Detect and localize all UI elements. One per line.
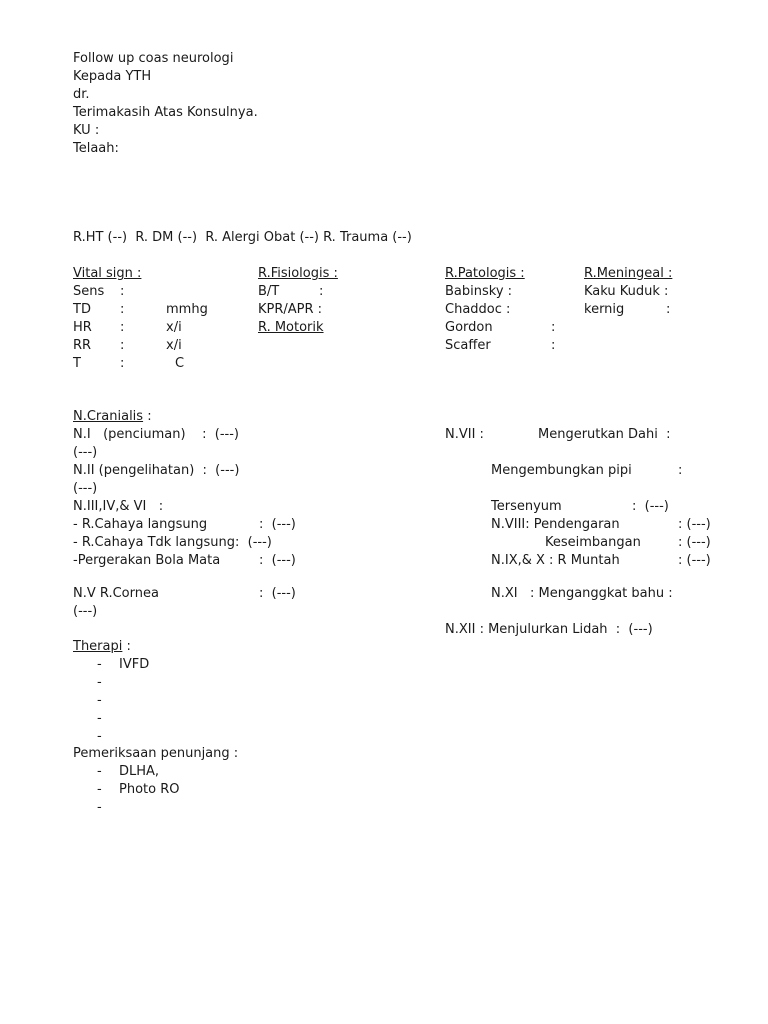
n1-line: N.I (penciuman) : (---) [73, 427, 239, 442]
n7-label: N.VII : [445, 427, 484, 442]
patologis-heading: R.Patologis : [445, 266, 525, 281]
kernig-colon: : [666, 302, 671, 317]
cahaya-langsung-label: - R.Cahaya langsung [73, 517, 208, 532]
vital-unit: C [175, 356, 185, 371]
vital-sign-heading: Vital sign : [73, 266, 142, 281]
list-item: DLHA, [119, 764, 160, 779]
vital-colon: : [120, 320, 125, 335]
penunjang-heading: Pemeriksaan penunjang : [73, 746, 239, 761]
n5-value: : (---) [259, 586, 296, 601]
vital-unit: mmhg [166, 302, 208, 317]
cahaya-langsung-value: : (---) [259, 517, 296, 532]
list-bullet: - [97, 657, 102, 672]
senyum-label: Tersenyum [491, 499, 562, 514]
bola-mata-value: : (---) [259, 553, 296, 568]
pipi-colon: : [678, 463, 683, 478]
keseimbangan-value: : (---) [678, 535, 711, 550]
cranialis-heading-text: N.Cranialis [73, 409, 144, 424]
vital-label: HR [73, 320, 92, 335]
vital-label: Sens [73, 284, 105, 299]
therapy-heading [73, 638, 131, 656]
bt-label: B/T [258, 284, 280, 299]
cahaya-tdk-line: - R.Cahaya Tdk langsung: (---) [73, 535, 272, 550]
vital-unit: x/i [166, 320, 182, 335]
dahi-line: Mengerutkan Dahi : [538, 427, 671, 442]
vital-label: RR [73, 338, 92, 353]
vital-colon: : [120, 356, 125, 371]
list-bullet: - [97, 800, 102, 815]
list-item: IVFD [119, 657, 150, 672]
vital-colon: : [120, 284, 125, 299]
scaffer-label: Scaffer [445, 338, 491, 353]
n12-line: N.XII : Menjulurkan Lidah : (---) [445, 622, 653, 637]
recipient-line: Kepada YTH [73, 69, 152, 84]
scaffer-colon: : [551, 338, 556, 353]
keseimbangan-label: Keseimbangan [545, 535, 641, 550]
bt-colon: : [319, 284, 324, 299]
pipi-label: Mengembungkan pipi [491, 463, 632, 478]
n5-label: N.V R.Cornea [73, 586, 159, 601]
vital-unit: x/i [166, 338, 182, 353]
list-bullet: - [97, 711, 102, 726]
kaku-kuduk-label: Kaku Kuduk : [584, 284, 669, 299]
n8-value: : (---) [678, 517, 711, 532]
list-bullet: - [97, 729, 102, 744]
vital-colon: : [120, 302, 125, 317]
n11-line: N.XI : Menganggkat bahu : [491, 586, 673, 601]
n8-label: N.VIII: Pendengaran [491, 517, 620, 532]
meningeal-heading: R.Meningeal : [584, 266, 673, 281]
therapy-heading-colon: : [122, 639, 131, 654]
list-bullet: - [97, 782, 102, 797]
n5-value-2: (---) [73, 604, 98, 619]
bola-mata-label: -Pergerakan Bola Mata [73, 553, 221, 568]
gordon-colon: : [551, 320, 556, 335]
n1-value: (---) [73, 445, 98, 460]
thanks-line: Terimakasih Atas Konsulnya. [73, 105, 258, 120]
ku-line: KU : [73, 123, 100, 138]
doctor-line: dr. [73, 87, 90, 102]
motorik-label: R. Motorik [258, 320, 324, 335]
kpr-apr-label: KPR/APR : [258, 302, 323, 317]
fisiologis-heading: R.Fisiologis : [258, 266, 338, 281]
cranialis-heading [73, 408, 152, 426]
vital-colon: : [120, 338, 125, 353]
n9-label: N.IX,& X : R Muntah [491, 553, 620, 568]
telaah-line: Telaah: [73, 141, 119, 156]
n2-line: N.II (pengelihatan) : (---) [73, 463, 240, 478]
n9-value: : (---) [678, 553, 711, 568]
list-bullet: - [97, 764, 102, 779]
list-bullet: - [97, 675, 102, 690]
document-title: Follow up coas neurologi [73, 51, 234, 66]
chaddoc-label: Chaddoc : [445, 302, 511, 317]
history-line: R.HT (--) R. DM (--) R. Alergi Obat (--) R. Trauma (--) [73, 230, 412, 245]
senyum-value: : (---) [632, 499, 669, 514]
n3-line: N.III,IV,& VI : [73, 499, 164, 514]
n2-value: (---) [73, 481, 98, 496]
gordon-label: Gordon [445, 320, 493, 335]
list-item: Photo RO [119, 782, 180, 797]
vital-label: TD [73, 302, 91, 317]
kernig-label: kernig [584, 302, 625, 317]
babinsky-label: Babinsky : [445, 284, 513, 299]
cranialis-heading-colon: : [143, 409, 152, 424]
list-bullet: - [97, 693, 102, 708]
vital-label: T [73, 356, 81, 371]
therapy-heading-text: Therapi [73, 639, 123, 654]
